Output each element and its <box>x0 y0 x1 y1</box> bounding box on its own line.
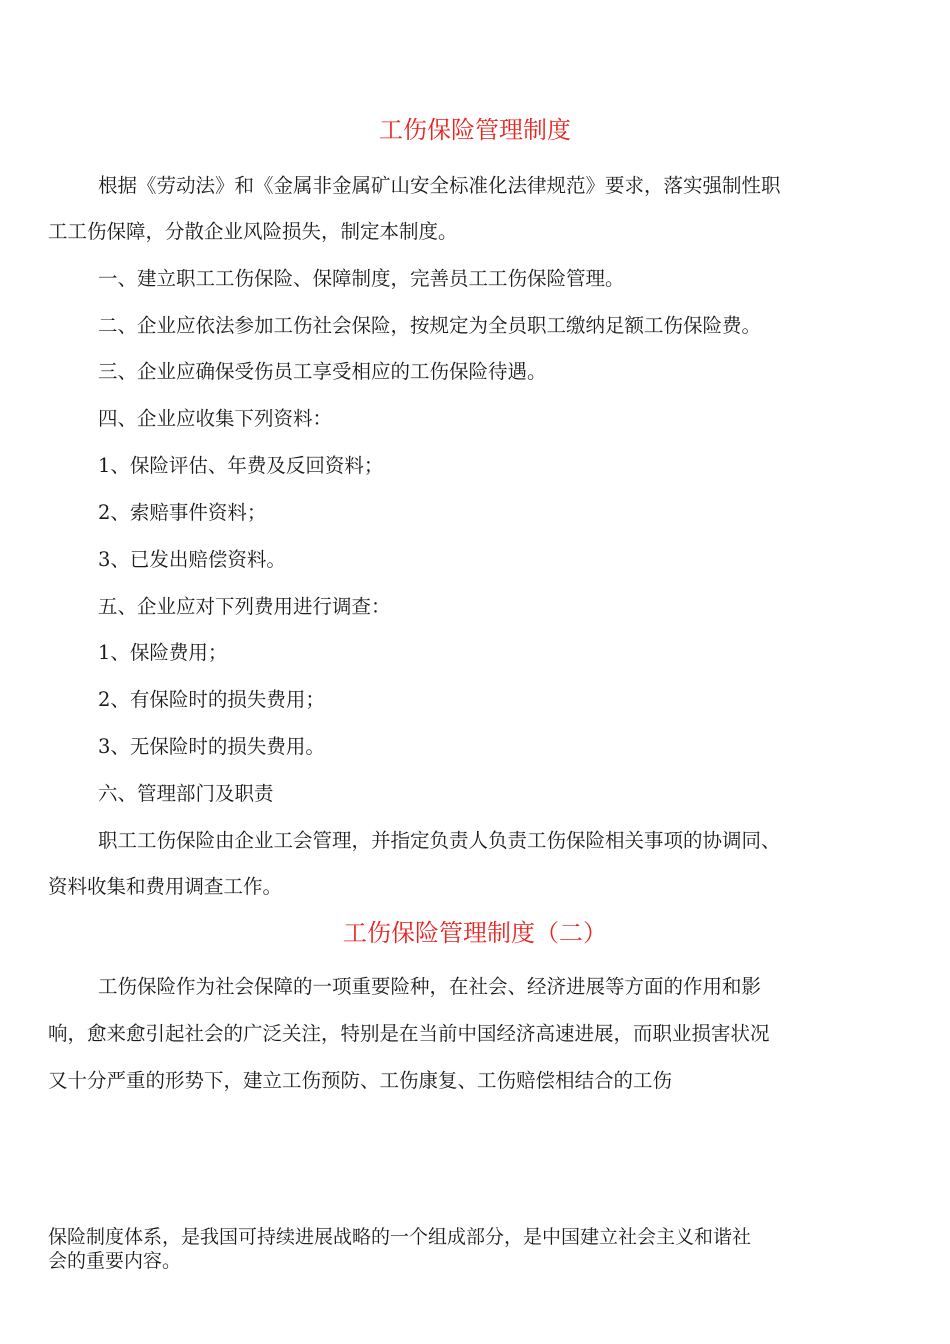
clause-2: 二、企业应依法参加工伤社会保险，按规定为全员职工缴纳足额工伤保险费。 <box>98 314 762 337</box>
clause-4-subitem: 2、索赔事件资料； <box>98 501 267 524</box>
part2-paragraph-line: 又十分严重的形势下，建立工伤预防、工伤康复、工伤赔偿相结合的工伤 <box>48 1069 673 1092</box>
clause-6: 六、管理部门及职责 <box>98 782 274 805</box>
clause-6-body-line: 职工工伤保险由企业工会管理，并指定负责人负责工伤保险相关事项的协调同、 <box>98 829 781 852</box>
part2-paragraph-line: 会的重要内容。 <box>48 1250 182 1272</box>
section-title: 工伤保险管理制度（二） <box>343 919 607 947</box>
clause-1: 一、建立职工工伤保险、保障制度，完善员工工伤保险管理。 <box>98 267 625 290</box>
clause-4-subitem: 1、保险评估、年费及反回资料； <box>98 454 384 477</box>
document-title: 工伤保险管理制度 <box>379 116 571 144</box>
clause-6-body-line: 资料收集和费用调查工作。 <box>48 875 283 898</box>
part2-paragraph-line: 工伤保险作为社会保障的一项重要险种，在社会、经济进展等方面的作用和影 <box>98 975 762 998</box>
intro-paragraph-line: 根据《劳动法》和《金属非金属矿山安全标准化法律规范》要求，落实强制性职 <box>98 174 781 197</box>
clause-4: 四、企业应收集下列资料： <box>98 407 333 430</box>
clause-4-subitem: 3、已发出赔偿资料。 <box>98 548 286 571</box>
clause-5-subitem: 1、保险费用； <box>98 641 228 664</box>
part2-paragraph-line: 响，愈来愈引起社会的广泛关注，特别是在当前中国经济高速进展，而职业损害状况 <box>48 1022 770 1045</box>
clause-3: 三、企业应确保受伤员工享受相应的工伤保险待遇。 <box>98 360 547 383</box>
intro-paragraph-line: 工工伤保障，分散企业风险损失，制定本制度。 <box>48 220 458 243</box>
clause-5-subitem: 2、有保险时的损失费用； <box>98 688 325 711</box>
clause-5: 五、企业应对下列费用进行调查： <box>98 595 391 618</box>
part2-paragraph-line: 保险制度体系，是我国可持续进展战略的一个组成部分，是中国建立社会主义和谐社 <box>48 1226 752 1248</box>
clause-5-subitem: 3、无保险时的损失费用。 <box>98 735 325 758</box>
